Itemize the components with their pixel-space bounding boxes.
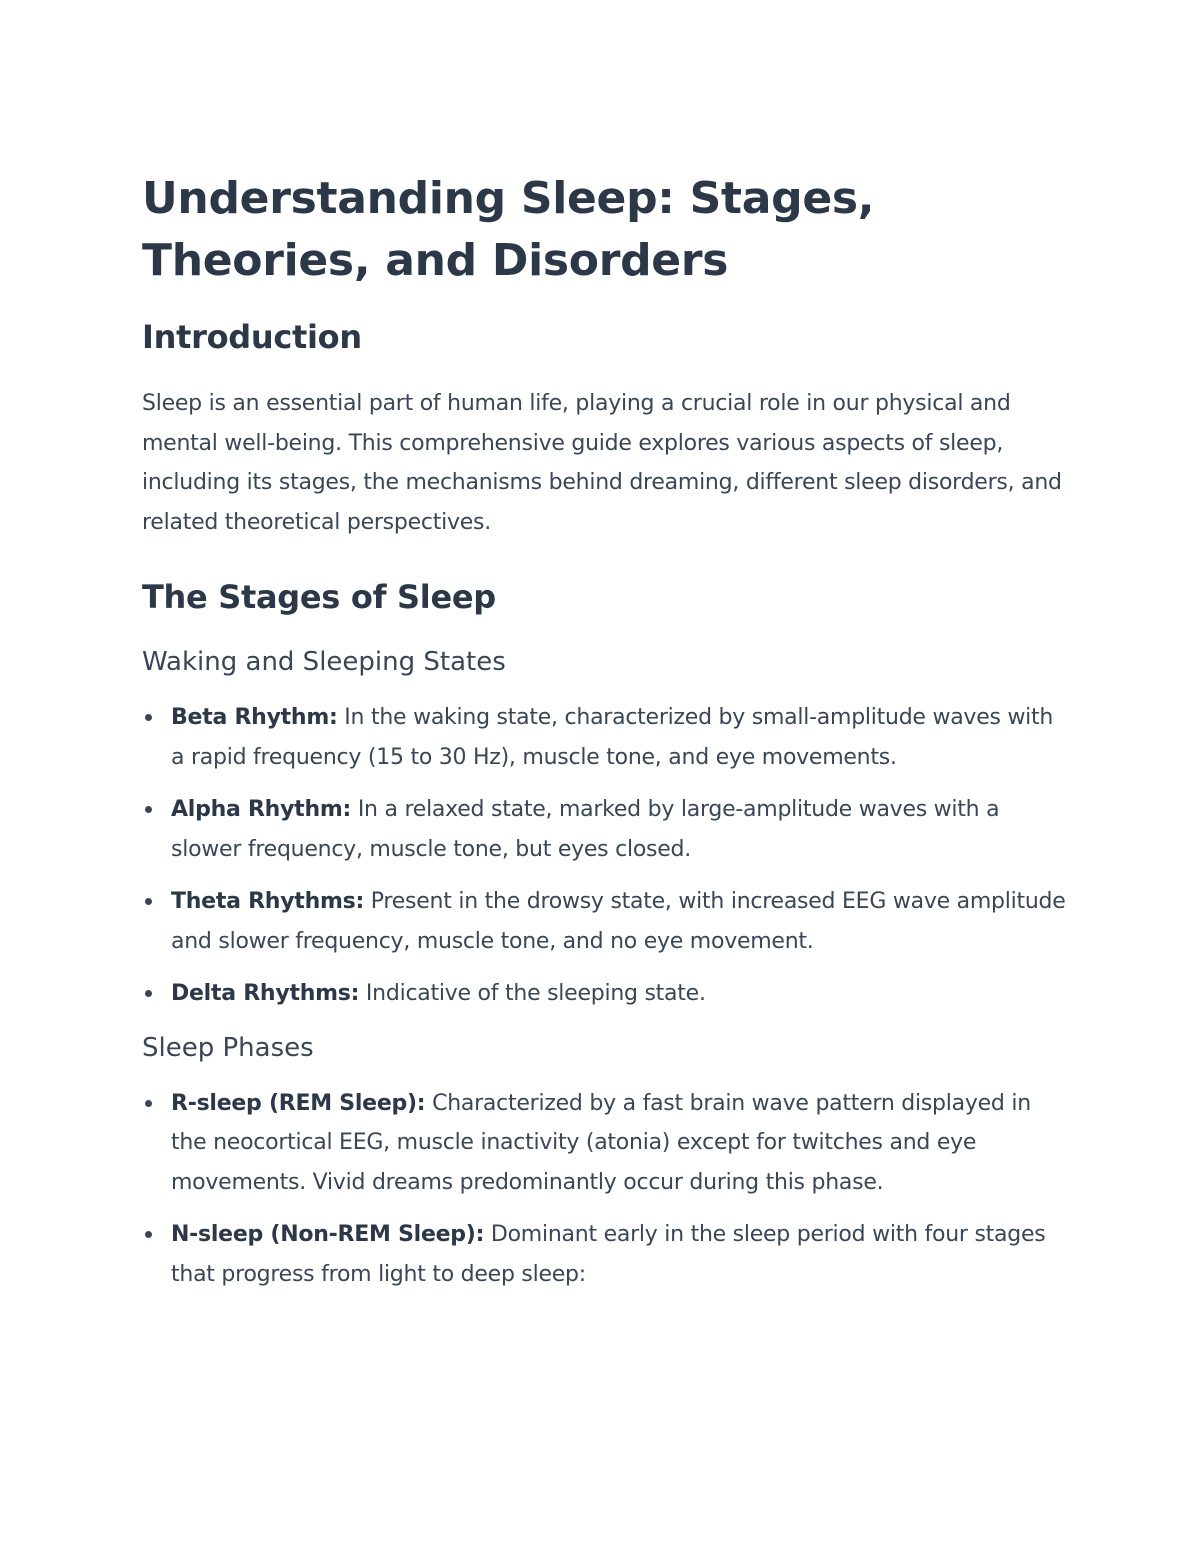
list-item — [142, 1215, 1072, 1294]
sleep-phases-list — [142, 1084, 1072, 1295]
list-item-term: Delta Rhythms: — [171, 981, 360, 1006]
list-item-text: Present in the drowsy state, with increased EEG wave amplitude and slower frequency, muscle tone, and no eye movement. — [171, 889, 1066, 954]
list-item-text: Indicative of the sleeping state. — [359, 981, 706, 1006]
list-item — [142, 974, 1072, 1014]
list-item-text: Dominant early in the sleep period with four stages that progress from light to deep sleep: — [171, 1222, 1046, 1287]
heading-waking-sleeping-states: Waking and Sleeping States — [142, 647, 506, 677]
heading-stages-of-sleep: The Stages of Sleep — [142, 578, 496, 616]
bullet-icon — [145, 990, 152, 997]
bullet-icon — [145, 1231, 152, 1238]
list-item-term: Alpha Rhythm: — [171, 797, 352, 822]
document-title: Understanding Sleep: Stages, Theories, and Disorders — [142, 173, 875, 286]
bullet-icon — [145, 806, 152, 813]
list-item-term: Beta Rhythm: — [171, 705, 338, 730]
heading-introduction: Introduction — [142, 318, 362, 356]
list-item-text: Characterized by a fast brain wave pattern displayed in the neocortical EEG, muscle inactivity (atonia) except for twitches and eye movements. Vivid dreams predominantly occur during this phase. — [171, 1090, 1031, 1195]
bullet-icon — [145, 1100, 152, 1107]
bullet-icon — [145, 714, 152, 721]
list-item — [142, 1084, 1072, 1203]
document-page — [142, 168, 1072, 1310]
list-item-text: In a relaxed state, marked by large-amplitude waves with a slower frequency, muscle tone, but eyes closed. — [171, 797, 1000, 862]
list-item — [142, 698, 1072, 777]
introduction-paragraph: Sleep is an essential part of human life, playing a crucial role in our physical and mental well-being. This comprehensive guide explores various aspects of sleep, including its stages, the mechanisms behind dreaming, different sleep disorders, and related theoretical perspectives. — [142, 391, 1062, 535]
waking-sleeping-list — [142, 698, 1072, 1014]
heading-sleep-phases: Sleep Phases — [142, 1032, 314, 1063]
list-item-term: R-sleep (REM Sleep): — [171, 1090, 426, 1116]
list-item-term: N-sleep (Non-REM Sleep): — [171, 1222, 485, 1247]
bullet-icon — [145, 898, 152, 905]
list-item — [142, 882, 1072, 961]
list-item-term: Theta Rhythms: — [171, 889, 365, 914]
list-item-text: In the waking state, characterized by small-amplitude waves with a rapid frequency (15 to 30 Hz), muscle tone, and eye movements. — [171, 705, 1054, 770]
list-item — [142, 790, 1072, 869]
